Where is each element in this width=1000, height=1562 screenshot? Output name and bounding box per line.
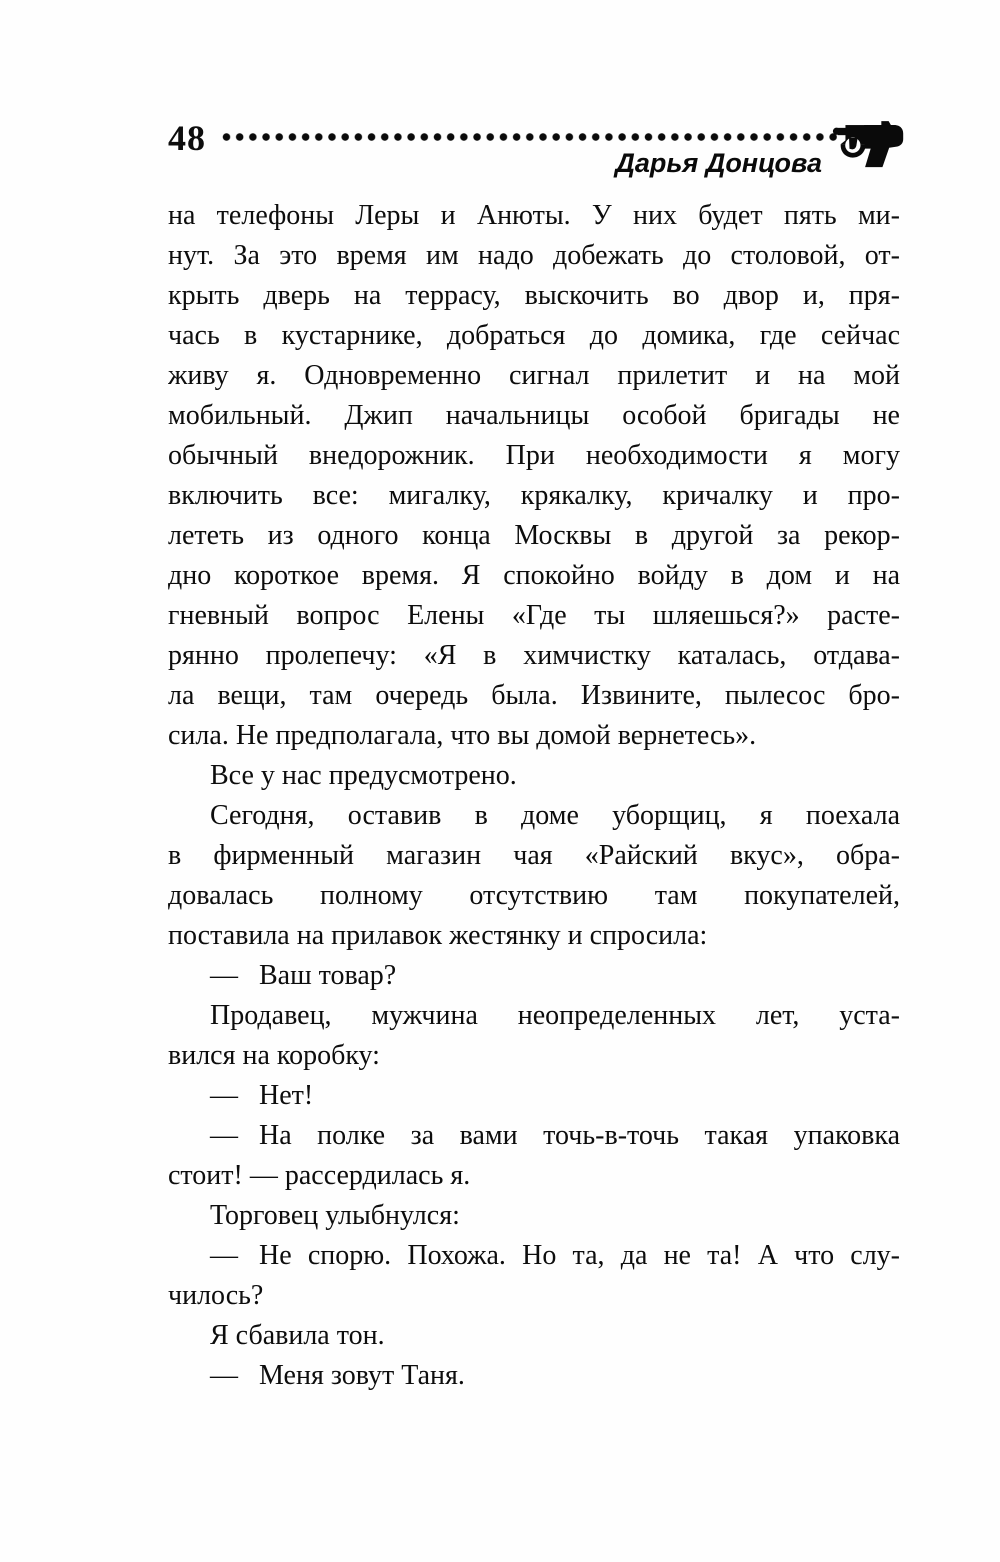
text-line: поставила на прилавок жестянку и спросила: — [168, 920, 708, 951]
page-number: 48 — [168, 118, 206, 158]
text-line: дно короткое время. Я спокойно войду в дом и на — [168, 560, 900, 591]
text-line: в фирменный магазин чая «Райский вкус», обра- — [168, 840, 900, 871]
pistol-icon — [832, 115, 906, 171]
text-line: обычный внедорожник. При необходимости я могу — [168, 440, 900, 471]
text-line: Все у нас предусмотрено. — [210, 760, 517, 791]
text-line: — Меня зовут Таня. — [210, 1360, 465, 1391]
text-line: Продавец, мужчина неопределенных лет, уста- — [210, 1000, 900, 1031]
text-line: стоит! — рассердилась я. — [168, 1160, 471, 1191]
text-line: — Ваш товар? — [210, 960, 397, 991]
text-line: крыть дверь на террасу, выскочить во двор и, пря- — [168, 280, 900, 311]
text-line: лететь из одного конца Москвы в другой за рекор- — [168, 520, 900, 551]
page-header — [168, 118, 900, 194]
text-line: мобильный. Джип начальницы особой бригады не — [168, 400, 900, 431]
text-line: на телефоны Леры и Анюты. У них будет пять ми- — [168, 200, 900, 231]
text-line: Торговец улыбнулся: — [210, 1200, 460, 1231]
text-line: вился на коробку: — [168, 1040, 380, 1071]
text-line: чилось? — [168, 1280, 264, 1311]
text-line: — На полке за вами точь-в-точь такая упаковка — [210, 1120, 900, 1151]
text-line: Я сбавила тон. — [210, 1320, 385, 1351]
text-line: рянно пролепечу: «Я в химчистку каталась, отдава- — [168, 640, 900, 671]
page-body — [168, 196, 900, 1396]
text-line: включить все: мигалку, крякалку, кричалку и про- — [168, 480, 900, 511]
text-line: — Нет! — [210, 1080, 314, 1111]
text-line: Сегодня, оставив в доме уборщиц, я поехала — [210, 800, 900, 831]
running-head-author: Дарья Донцова — [615, 148, 822, 178]
text-line: чась в кустарнике, добраться до домика, где сейчас — [168, 320, 900, 351]
text-line: — Не спорю. Похожа. Но та, да не та! А что слу- — [210, 1240, 900, 1271]
text-line: нут. За это время им надо добежать до столовой, от- — [168, 240, 900, 271]
dotted-rule — [222, 132, 840, 142]
text-line: довалась полному отсутствию там покупателей, — [168, 880, 900, 911]
text-line: сила. Не предполагала, что вы домой вернетесь». — [168, 720, 757, 751]
text-line: ла вещи, там очередь была. Извините, пылесос бро- — [168, 680, 900, 711]
text-line: гневный вопрос Елены «Где ты шляешься?» расте- — [168, 600, 900, 631]
text-line: живу я. Одновременно сигнал прилетит и на мой — [168, 360, 900, 391]
